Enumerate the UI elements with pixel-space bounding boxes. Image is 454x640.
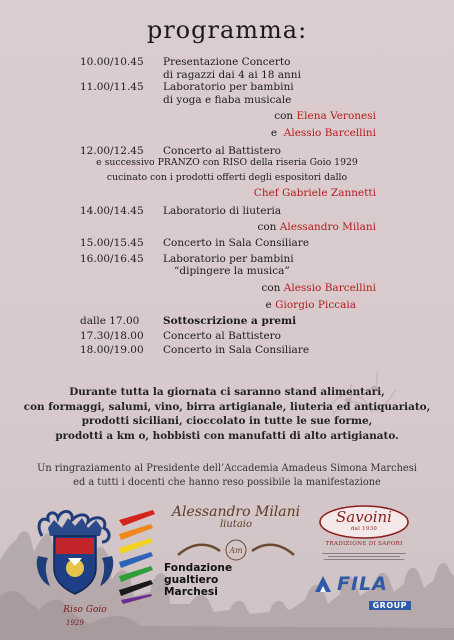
savoini-name: Savoini [336,508,392,526]
schedule-time: 10.00/10.45 [80,56,144,68]
info-line: prodotti a km o, hobbisti con manufatti di alto artigianato. [55,429,399,442]
milani-liutaio-logo [170,504,302,530]
speaker-prefix: e [270,126,278,139]
schedule-activity: Presentazione Concerto [163,56,291,68]
brush-strokes-logo [113,506,159,606]
schedule-row [0,205,454,218]
lunch-note: e successivo PRANZO con RISO della riseria Goio 1929 [96,157,358,169]
speaker-prefix: con [261,281,281,294]
milani-name: Alessandro Milani [171,504,301,520]
savoini-tagline: TRADIZIONE DI SAPORI [325,541,403,547]
speaker-prefix: e [265,298,272,311]
speaker-line [271,127,376,140]
schedule-row [0,330,454,343]
schedule-row [0,221,454,234]
riso-goio-script: Riso Goio [63,605,107,615]
schedule-activity: Concerto al Battistero [163,144,282,157]
schedule-time: 12.00/12.45 [80,144,144,157]
schedule-row [0,157,454,170]
speaker-line [274,110,376,123]
schedule [0,56,454,357]
speaker-prefix: con [257,220,277,233]
schedule-activity: di ragazzi dai 4 ai 18 anni [163,68,301,81]
schedule-activity: Concerto al Battistero [163,329,282,342]
schedule-row [0,145,454,158]
schedule-activity: Laboratorio per bambini [163,252,294,265]
stands-info [0,385,454,443]
fila-mark-icon [313,574,333,594]
fila-group-logo [313,573,411,612]
schedule-activity: Laboratorio per bambini [163,81,294,94]
schedule-time: 17.30/18.00 [80,329,144,342]
speaker-name: Elena Veronesi [296,110,376,123]
schedule-row [0,172,454,185]
schedule-activity: Concerto in Sala Consiliare [163,344,310,357]
thanks-line: ed a tutti i docenti che hanno reso possibile la manifestazione [73,476,381,488]
savoini-address-block [318,551,410,563]
thanks-note [0,462,454,489]
speaker-prefix: con [274,110,294,123]
schedule-row [0,94,454,107]
schedule-row [0,110,454,123]
schedule-row [0,253,454,266]
speaker-line [266,299,356,312]
fondazione-marchesi-logo [164,562,233,598]
info-line: prodotti siciliani, cioccolato in tutte le sue forme, [81,415,373,427]
speaker-name: Giorgio Piccaia [275,298,356,311]
poster-title: programma: [146,16,308,44]
schedule-row [0,344,454,357]
speaker-line [261,282,376,295]
schedule-row [0,187,454,200]
schedule-time: 18.00/19.00 [80,344,144,357]
speaker-name: Alessio Barcellini [283,126,376,139]
schedule-row [0,282,454,295]
schedule-time: 15.00/15.45 [80,237,144,250]
info-line: Durante tutta la giornata ci saranno stand alimentari, [69,386,385,398]
schedule-time: dalle 17.00 [80,315,140,328]
schedule-row [0,127,454,140]
fila-wordmark: FILA [337,573,388,595]
schedule-row [0,69,454,82]
schedule-time: 16.00/16.45 [80,252,144,265]
speaker-name: Alessandro Milani [279,220,376,233]
schedule-row [0,299,454,312]
thanks-line: Un ringraziamento al Presidente dell’Accademia Amadeus Simona Marchesi [37,463,417,474]
fondazione-line: Fondazione [164,562,233,574]
savoini-logo [318,504,410,547]
schedule-activity: Concerto in Sala Consiliare [163,237,310,250]
lunch-note: cucinato con i prodotti offerti degli espositori dallo [106,171,348,183]
schedule-activity: Sottoscrizione a premi [163,315,297,328]
schedule-time: 11.00/11.45 [80,81,144,94]
schedule-activity: “dipingere la musica” [174,265,290,278]
schedule-row [0,315,454,328]
riso-goio-crest-logo [34,506,116,606]
schedule-row [0,81,454,94]
riso-goio-year: 1929 [66,619,84,627]
milani-subtitle: liutaio [219,519,253,530]
milani-monogram: Am [229,546,243,555]
schedule-activity: Laboratorio di liuteria [163,204,282,217]
schedule-row [0,237,454,250]
speaker-name: Alessio Barcellini [283,281,376,294]
fondazione-line: Marchesi [164,586,218,598]
savoini-since: dal 1930 [350,526,378,532]
fila-group-label: GROUP [369,601,411,610]
schedule-time: 14.00/14.45 [80,204,144,217]
schedule-row [0,56,454,69]
info-line: con formaggi, salumi, vino, birra artigianale, liuteria ed antiquariato, [23,400,431,413]
chef-name: Chef Gabriele Zannetti [253,187,376,200]
violin-scroll-ornament [176,533,296,565]
schedule-activity: di yoga e fiaba musicale [163,93,292,106]
fondazione-line: gualtiero [164,574,219,586]
speaker-line [257,221,376,234]
schedule-row [0,265,454,278]
